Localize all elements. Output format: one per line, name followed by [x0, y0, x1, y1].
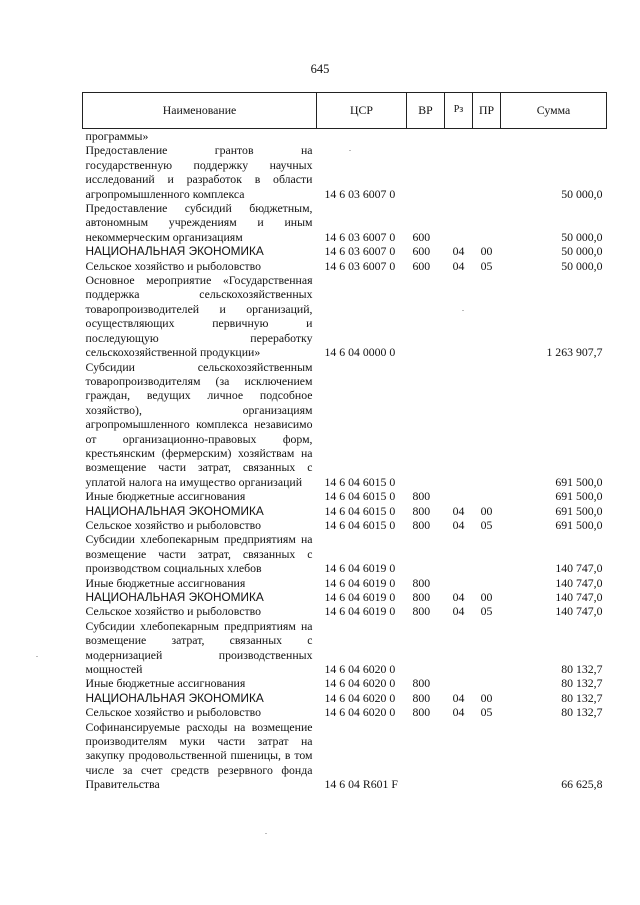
budget-table [82, 92, 607, 792]
cell-csr: 14 6 04 6015 0 [324, 489, 396, 504]
cell-pr: 05 [480, 604, 493, 619]
table-row [83, 143, 607, 201]
cell-pr [473, 129, 501, 144]
cell-csr: 14 6 04 6015 0 [324, 503, 396, 518]
cell-pr: 00 [480, 244, 493, 259]
cell-csr: 14 6 04 6019 0 [324, 590, 396, 604]
cell-vr: 800 [412, 676, 431, 691]
cell-sum [501, 129, 607, 144]
cell-rz [445, 720, 473, 792]
cell-sum: 50 000,0 [561, 258, 603, 273]
table-row [83, 619, 607, 677]
cell-name: НАЦИОНАЛЬНАЯ ЭКОНОМИКА [85, 590, 264, 604]
cell-pr [473, 720, 501, 792]
cell-name: Иные бюджетные ассигнования [85, 489, 246, 504]
cell-name: Основное мероприятие «Государственная поддержка сельскохозяйственных товаропроизводителей и организаций, осуществляющих первичную и последующую переработку сельскохозяйственной продукции» [85, 273, 313, 360]
cell-rz [445, 273, 473, 359]
cell-rz: 04 [452, 244, 465, 259]
cell-sum: 691 500,0 [555, 503, 603, 518]
cell-sum: 140 747,0 [555, 561, 603, 576]
cell-pr [473, 201, 501, 244]
cell-csr: 14 6 04 6020 0 [324, 662, 396, 677]
cell-name: Иные бюджетные ассигнования [85, 676, 246, 691]
cell-csr: 14 6 04 6020 0 [324, 676, 396, 691]
cell-name: программы» [85, 129, 149, 143]
cell-csr: 14 6 04 6019 0 [324, 604, 396, 619]
cell-csr: 14 6 03 6007 0 [324, 229, 396, 244]
cell-pr: 05 [480, 517, 493, 532]
header-pr: ПР [473, 93, 501, 129]
cell-rz: 04 [452, 590, 465, 604]
cell-pr: 05 [480, 258, 493, 273]
table-row [83, 576, 607, 590]
cell-name: Иные бюджетные ассигнования [85, 575, 246, 590]
header-vr: ВР [407, 93, 445, 129]
table-row [83, 489, 607, 503]
table-row [83, 518, 607, 532]
cell-csr: 14 6 04 6015 0 [324, 474, 396, 489]
cell-vr [407, 273, 445, 359]
cell-pr [473, 489, 501, 503]
cell-rz [445, 576, 473, 590]
table-row [83, 504, 607, 518]
cell-sum: 80 132,7 [561, 676, 603, 691]
cell-rz [445, 143, 473, 201]
cell-name: Субсидии хлебопекарным предприятиям на возмещение затрат, связанных с модернизацией производственных мощностей [85, 618, 313, 677]
cell-csr: 14 6 03 6007 0 [324, 258, 396, 273]
cell-name: Субсидии сельскохозяйственным товаропроизводителям (за исключением граждан, ведущих личное подсобное хозяйство), организациям агропромышленного комплекса независимо от организационно-правовых форм, крестьянским (фермерским) хозяйствам на возмещение части затрат, связанных с уплатой налога на имущество организаций [85, 359, 313, 489]
cell-csr: 14 6 03 6007 0 [324, 186, 396, 201]
cell-csr: 14 6 04 0000 0 [324, 345, 396, 360]
cell-name: Софинансируемые расходы на возмещение производителям муки части затрат на закупку продовольственной пшеницы, в том числе за счет средств резервного фонда Правительства [85, 719, 313, 792]
cell-vr: 800 [412, 517, 431, 532]
cell-name: Сельское хозяйство и рыболовство [85, 258, 261, 273]
cell-csr: 14 6 04 6015 0 [324, 517, 396, 532]
cell-rz: 04 [452, 604, 465, 619]
cell-pr: 00 [480, 590, 493, 604]
header-csr: ЦСР [317, 93, 407, 129]
table-row [83, 244, 607, 258]
cell-rz [445, 676, 473, 690]
cell-vr [407, 129, 445, 144]
cell-sum: 66 625,8 [561, 777, 603, 792]
table-row [83, 201, 607, 244]
cell-pr: 00 [480, 690, 493, 705]
page-number: 645 [310, 62, 330, 76]
table-row [83, 590, 607, 604]
cell-name: Сельское хозяйство и рыболовство [85, 604, 261, 619]
cell-pr [473, 532, 501, 575]
table-row [83, 720, 607, 792]
cell-name: НАЦИОНАЛЬНАЯ ЭКОНОМИКА [85, 244, 264, 259]
cell-name: Субсидии хлебопекарным предприятиям на возмещение части затрат, связанных с производством социальных хлебов [85, 532, 313, 576]
cell-pr [473, 143, 501, 201]
table-row [83, 676, 607, 690]
cell-rz [445, 619, 473, 677]
cell-sum: 50 000,0 [561, 244, 603, 259]
cell-rz [445, 360, 473, 490]
cell-csr: 14 6 04 6019 0 [324, 575, 396, 590]
cell-rz [445, 489, 473, 503]
cell-rz: 04 [452, 258, 465, 273]
cell-vr [407, 532, 445, 575]
cell-vr: 800 [412, 489, 431, 504]
cell-name: Предоставление грантов на государственную поддержку научных исследований и разработок в области агропромышленного комплекса [85, 143, 313, 201]
cell-vr [407, 143, 445, 201]
cell-sum: 140 747,0 [555, 590, 603, 604]
cell-csr: 14 6 03 6007 0 [324, 244, 396, 259]
cell-name: Сельское хозяйство и рыболовство [85, 517, 261, 532]
cell-vr: 800 [412, 705, 431, 720]
cell-csr: 14 6 04 6019 0 [324, 561, 396, 576]
header-name: Наименование [83, 93, 317, 129]
cell-vr [407, 619, 445, 677]
cell-pr [473, 676, 501, 690]
cell-sum: 80 132,7 [561, 705, 603, 720]
cell-pr [473, 619, 501, 677]
cell-pr [473, 576, 501, 590]
cell-vr: 800 [412, 575, 431, 590]
table-row [83, 259, 607, 273]
cell-vr: 600 [412, 244, 431, 259]
cell-vr: 600 [412, 229, 431, 244]
cell-rz: 04 [452, 503, 465, 518]
cell-rz: 04 [452, 690, 465, 705]
cell-rz [445, 129, 473, 144]
cell-rz: 04 [452, 517, 465, 532]
cell-pr: 00 [480, 503, 493, 518]
cell-sum: 691 500,0 [555, 489, 603, 504]
cell-name: НАЦИОНАЛЬНАЯ ЭКОНОМИКА [85, 690, 264, 705]
cell-sum: 140 747,0 [555, 575, 603, 590]
cell-sum: 140 747,0 [555, 604, 603, 619]
table-row [83, 532, 607, 575]
cell-name: Предоставление субсидий бюджетным, автономным учреждениям и иным некоммерческим организациям [85, 201, 313, 244]
header-sum: Сумма [501, 93, 607, 129]
table-row [83, 705, 607, 719]
cell-rz [445, 201, 473, 244]
cell-csr [317, 129, 407, 144]
table-row [83, 360, 607, 490]
cell-csr: 14 6 04 R601 F [324, 777, 398, 792]
cell-pr [473, 360, 501, 490]
cell-sum: 80 132,7 [561, 662, 603, 677]
cell-csr: 14 6 04 6020 0 [324, 690, 396, 705]
cell-sum: 80 132,7 [561, 690, 603, 705]
cell-pr [473, 273, 501, 359]
cell-vr [407, 720, 445, 792]
table-row [83, 273, 607, 359]
cell-rz [445, 532, 473, 575]
cell-vr [407, 360, 445, 490]
cell-name: НАЦИОНАЛЬНАЯ ЭКОНОМИКА [85, 503, 264, 518]
table-row [83, 129, 607, 144]
table-row [83, 604, 607, 618]
cell-sum: 50 000,0 [561, 229, 603, 244]
cell-vr: 800 [412, 503, 431, 518]
cell-csr: 14 6 04 6020 0 [324, 705, 396, 720]
cell-vr: 800 [412, 590, 431, 604]
cell-rz: 04 [452, 705, 465, 720]
cell-sum: 50 000,0 [561, 186, 603, 201]
table-header [83, 93, 607, 129]
cell-sum: 1 263 907,7 [546, 345, 603, 360]
cell-vr: 800 [412, 690, 431, 705]
header-row [83, 93, 607, 129]
cell-sum: 691 500,0 [555, 474, 603, 489]
cell-vr: 600 [412, 258, 431, 273]
table-row [83, 691, 607, 705]
cell-pr: 05 [480, 705, 493, 720]
cell-sum: 691 500,0 [555, 517, 603, 532]
cell-name: Сельское хозяйство и рыболовство [85, 705, 261, 720]
header-rz: Рз [445, 93, 473, 129]
cell-vr: 800 [412, 604, 431, 619]
table-body [83, 129, 607, 792]
